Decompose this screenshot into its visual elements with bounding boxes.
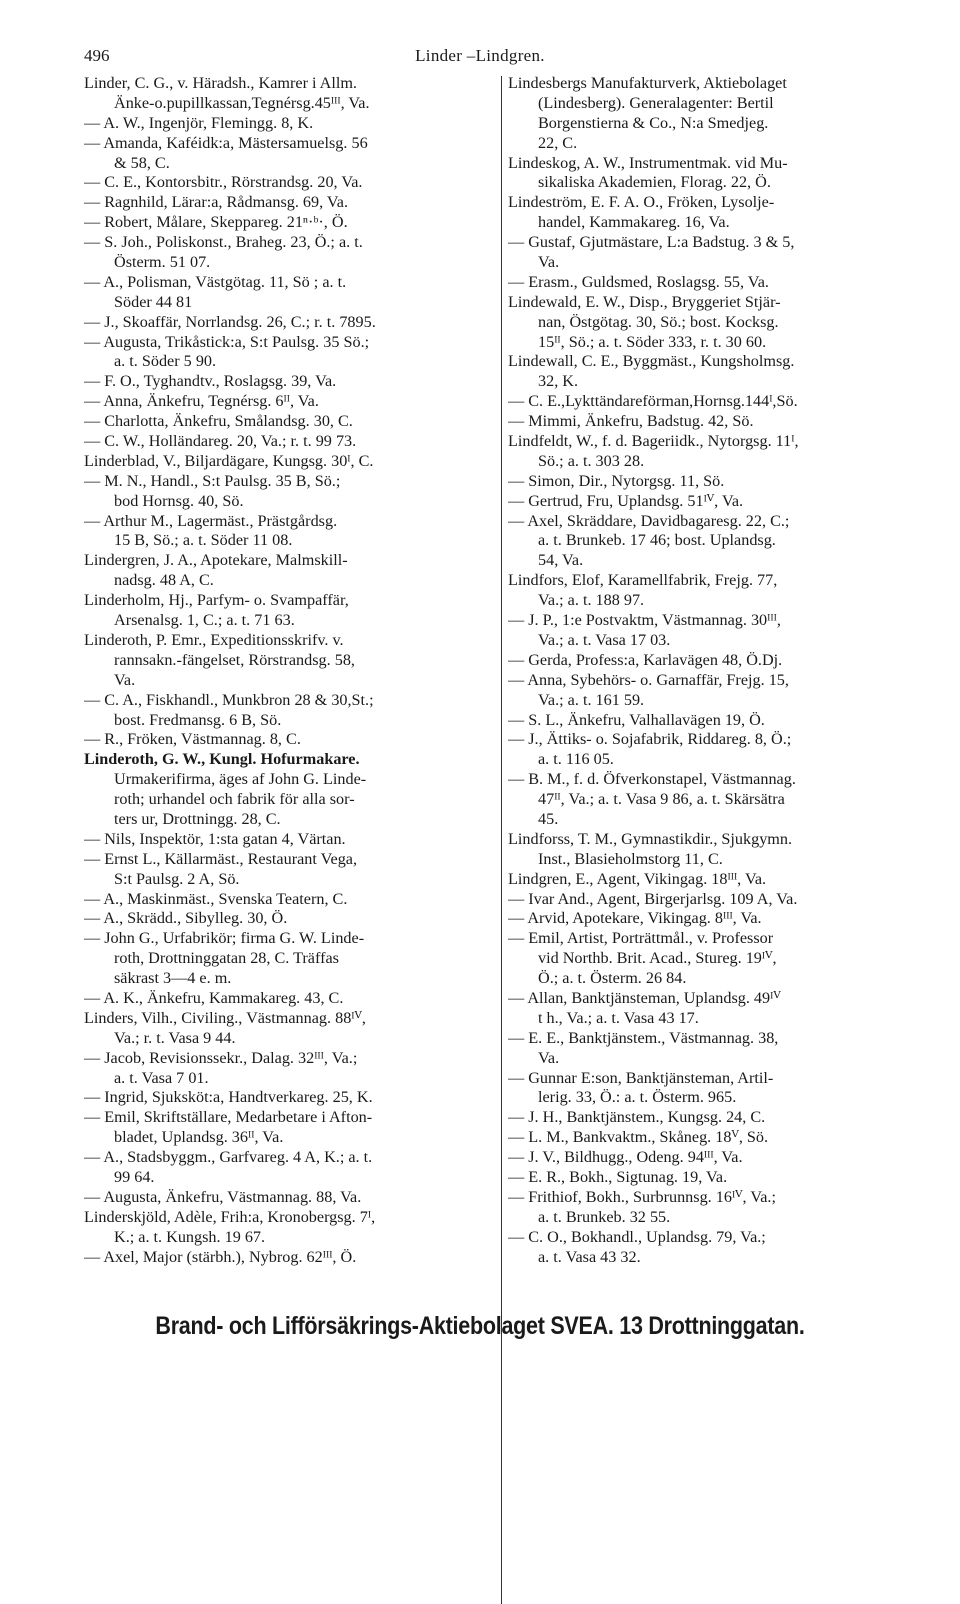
directory-line: — A., Maskinmäst., Svenska Teatern, C. bbox=[84, 889, 348, 908]
directory-line: a. t. Vasa 43 32. bbox=[538, 1247, 641, 1266]
directory-line: — Gerda, Profess:a, Karlavägen 48, Ö.Dj. bbox=[508, 650, 783, 669]
directory-line: Sö.; a. t. 303 28. bbox=[538, 451, 645, 470]
directory-line: Linders, Vilh., Civiling., Västmannag. 88ᴵⱽ, bbox=[84, 1008, 366, 1027]
directory-line: Linderoth, P. Emr., Expeditionsskrifv. v. bbox=[84, 630, 344, 649]
directory-line: Lindfors, Elof, Karamellfabrik, Frejg. 77, bbox=[508, 571, 778, 590]
directory-line: — J., Skoaffär, Norrlandsg. 26, C.; r. t. 7895. bbox=[84, 312, 376, 331]
directory-line: — E. R., Bokh., Sigtunag. 19, Va. bbox=[508, 1167, 728, 1186]
directory-line: Va.; a. t. 161 59. bbox=[538, 690, 645, 709]
directory-line: — A., Polisman, Västgötag. 11, Sö ; a. t. bbox=[84, 272, 347, 291]
directory-line: Söder 44 81 bbox=[114, 292, 193, 311]
directory-line: — Emil, Skriftställare, Medarbetare i Afton- bbox=[84, 1108, 373, 1127]
directory-line: — A. K., Änkefru, Kammakareg. 43, C. bbox=[84, 988, 344, 1007]
directory-line: rannsakn.-fängelset, Rörstrandsg. 58, bbox=[114, 650, 355, 669]
directory-line: Va. bbox=[114, 670, 136, 689]
directory-line: a. t. Brunkeb. 17 46; bost. Uplandsg. bbox=[538, 531, 776, 550]
directory-line: — John G., Urfabrikör; firma G. W. Linde- bbox=[84, 929, 365, 948]
directory-line: — C. O., Bokhandl., Uplandsg. 79, Va.; bbox=[508, 1227, 766, 1246]
directory-line: — J. V., Bildhugg., Odeng. 94ᴵᴵᴵ, Va. bbox=[508, 1148, 743, 1167]
directory-line: Va.; a. t. 188 97. bbox=[538, 591, 645, 610]
directory-line: — S. L., Änkefru, Valhallavägen 19, Ö. bbox=[508, 710, 765, 729]
directory-line: nadsg. 48 A, C. bbox=[114, 571, 214, 590]
directory-line: Linderskjöld, Adèle, Frih:a, Kronobergsg. 7ᴵ, bbox=[84, 1207, 376, 1226]
directory-line: — Axel, Skräddare, Davidbagaresg. 22, C.; bbox=[508, 511, 790, 530]
running-title: Linder –Lindgren. bbox=[415, 46, 545, 65]
directory-line: Lindeström, E. F. A. O., Fröken, Lysolje- bbox=[508, 193, 775, 212]
directory-line: Va.; r. t. Vasa 9 44. bbox=[114, 1028, 236, 1047]
directory-line: Lindewald, E. W., Disp., Bryggeriet Stjär- bbox=[508, 292, 781, 311]
directory-line: 54, Va. bbox=[538, 551, 584, 570]
directory-line: — Nils, Inspektör, 1:sta gatan 4, Värtan. bbox=[84, 829, 346, 848]
footer-advert: Brand- och Lifförsäkrings-Aktiebolaget SVEA. 13 Drottninggatan. bbox=[155, 1312, 805, 1340]
directory-line: — Arthur M., Lagermäst., Prästgårdsg. bbox=[84, 511, 338, 530]
directory-line: — Amanda, Kaféidk:a, Mästersamuelsg. 56 bbox=[84, 133, 368, 152]
directory-line: — Charlotta, Änkefru, Smålandsg. 30, C. bbox=[84, 412, 353, 431]
directory-line: — J. H., Banktjänstem., Kungsg. 24, C. bbox=[508, 1108, 766, 1127]
directory-line: — Jacob, Revisionssekr., Dalag. 32ᴵᴵᴵ, Va.; bbox=[84, 1048, 358, 1067]
directory-line: — S. Joh., Poliskonst., Braheg. 23, Ö.; a. t. bbox=[84, 233, 363, 252]
directory-line: — Anna, Änkefru, Tegnérsg. 6ᴵᴵ, Va. bbox=[84, 392, 319, 411]
directory-line: Lindergren, J. A., Apotekare, Malmskill- bbox=[84, 551, 348, 570]
directory-line: Va.; a. t. Vasa 17 03. bbox=[538, 630, 671, 649]
directory-line: Va. bbox=[538, 253, 560, 272]
directory-line: 15ᴵᴵ, Sö.; a. t. Söder 333, r. t. 30 60. bbox=[538, 332, 767, 351]
directory-line: Österm. 51 07. bbox=[114, 253, 211, 272]
directory-line: Lindfeldt, W., f. d. Bageriidk., Nytorgsg. 11ᴵ, bbox=[508, 432, 799, 451]
directory-line: — C. E., Kontorsbitr., Rörstrandsg. 20, Va. bbox=[84, 173, 363, 192]
directory-line: Lindgren, E., Agent, Vikingag. 18ᴵᴵᴵ, Va. bbox=[508, 869, 767, 888]
directory-line: K.; a. t. Kungsh. 19 67. bbox=[114, 1227, 266, 1246]
directory-line: a. t. Brunkeb. 32 55. bbox=[538, 1207, 671, 1226]
directory-line: sikaliska Akademien, Florag. 22, Ö. bbox=[538, 173, 771, 192]
directory-line: Änke-o.pupillkassan,Tegnérsg.45ᴵᴵᴵ, Va. bbox=[114, 93, 370, 112]
directory-line: 22, C. bbox=[538, 133, 578, 152]
directory-line: (Lindesberg). Generalagenter: Bertil bbox=[538, 93, 774, 112]
directory-line: Linderblad, V., Biljardägare, Kungsg. 30ᴵ, C. bbox=[84, 451, 374, 470]
directory-line: nan, Östgötag. 30, Sö.; bost. Kocksg. bbox=[538, 312, 779, 331]
directory-line: — C. E.,Lykttändareförman,Hornsg.144ᴵ,Sö. bbox=[508, 392, 798, 411]
directory-line: — J. P., 1:e Postvaktm, Västmannag. 30ᴵᴵᴵ, bbox=[508, 611, 781, 630]
directory-line: Lindeskog, A. W., Instrumentmak. vid Mu- bbox=[508, 153, 788, 172]
directory-line: — A. W., Ingenjör, Flemingg. 8, K. bbox=[84, 113, 314, 132]
directory-line: bladet, Uplandsg. 36ᴵᴵ, Va. bbox=[114, 1128, 284, 1147]
directory-line: — J., Ättiks- o. Sojafabrik, Riddareg. 8, Ö.; bbox=[508, 730, 792, 749]
directory-line: — Ivar And., Agent, Birgerjarlsg. 109 A, Va. bbox=[508, 889, 798, 908]
directory-line: — Gunnar E:son, Banktjänsteman, Artil- bbox=[508, 1068, 774, 1087]
directory-line: — E. E., Banktjänstem., Västmannag. 38, bbox=[508, 1028, 779, 1047]
directory-line: — B. M., f. d. Öfverkonstapel, Västmannag. bbox=[508, 770, 796, 789]
directory-line: 45. bbox=[538, 809, 559, 828]
directory-line: 99 64. bbox=[114, 1167, 155, 1186]
directory-line: Lindforss, T. M., Gymnastikdir., Sjukgymn. bbox=[508, 829, 793, 848]
directory-line: Va. bbox=[538, 1048, 560, 1067]
directory-line: — Frithiof, Bokh., Surbrunnsg. 16ᴵⱽ, Va.; bbox=[508, 1187, 776, 1206]
directory-line: — Allan, Banktjänsteman, Uplandsg. 49ᴵⱽ bbox=[508, 988, 781, 1007]
directory-line: roth, Drottninggatan 28, C. Träffas bbox=[114, 949, 339, 968]
directory-line: Linder, C. G., v. Häradsh., Kamrer i Allm. bbox=[84, 74, 357, 92]
directory-line: t h., Va.; a. t. Vasa 43 17. bbox=[538, 1008, 699, 1027]
directory-line: — Augusta, Trikåstick:a, S:t Paulsg. 35 Sö.; bbox=[84, 332, 370, 351]
directory-line: Linderholm, Hj., Parfym- o. Svampaffär, bbox=[84, 591, 349, 610]
directory-line: 47ᴵᴵ, Va.; a. t. Vasa 9 86, a. t. Skärsätra bbox=[538, 790, 785, 809]
directory-line: roth; urhandel och fabrik för alla sor- bbox=[114, 790, 355, 809]
directory-line: a. t. Vasa 7 01. bbox=[114, 1068, 209, 1087]
directory-line: — Ragnhild, Lärar:a, Rådmansg. 69, Va. bbox=[84, 193, 349, 212]
directory-line: — A., Stadsbyggm., Garfvareg. 4 A, K.; a. t. bbox=[84, 1148, 373, 1167]
directory-line: a. t. 116 05. bbox=[538, 750, 614, 769]
column-divider bbox=[501, 76, 502, 1604]
directory-line: — Arvid, Apotekare, Vikingag. 8ᴵᴵᴵ, Va. bbox=[508, 909, 762, 928]
directory-line: a. t. Söder 5 90. bbox=[114, 352, 217, 371]
directory-line: Linderoth, G. W., Kungl. Hofurmakare. bbox=[84, 750, 360, 769]
directory-line: Urmakerifirma, äges af John G. Linde- bbox=[114, 770, 367, 789]
directory-line: — Ernst L., Källarmäst., Restaurant Vega, bbox=[84, 849, 358, 868]
directory-line: — A., Skrädd., Sibylleg. 30, Ö. bbox=[84, 909, 288, 928]
left-column bbox=[84, 74, 498, 1267]
directory-line: — Gertrud, Fru, Uplandsg. 51ᴵⱽ, Va. bbox=[508, 491, 744, 510]
directory-line: S:t Paulsg. 2 A, Sö. bbox=[114, 869, 240, 888]
directory-line: — Emil, Artist, Porträttmål., v. Professor bbox=[508, 929, 774, 948]
directory-line: — Mimmi, Änkefru, Badstug. 42, Sö. bbox=[508, 412, 754, 431]
page-number: 496 bbox=[84, 46, 110, 65]
directory-line: — Anna, Sybehörs- o. Garnaffär, Frejg. 15, bbox=[508, 670, 789, 689]
directory-line: — Robert, Målare, Skeppareg. 21ⁿ·ᵇ·, Ö. bbox=[84, 213, 348, 232]
directory-line: Arsenalsg. 1, C.; a. t. 71 63. bbox=[114, 611, 295, 630]
directory-line: & 58, C. bbox=[114, 153, 170, 172]
directory-line: — F. O., Tyghandtv., Roslagsg. 39, Va. bbox=[84, 372, 337, 391]
directory-line: 32, K. bbox=[538, 372, 579, 391]
directory-line: handel, Kammakareg. 16, Va. bbox=[538, 213, 730, 232]
directory-line: Borgenstierna & Co., N:a Smedjeg. bbox=[538, 113, 769, 132]
directory-line: — L. M., Bankvaktm., Skåneg. 18ⱽ, Sö. bbox=[508, 1128, 769, 1147]
directory-line: Inst., Blasieholmstorg 11, C. bbox=[538, 849, 723, 868]
directory-line: — C. W., Holländareg. 20, Va.; r. t. 99 73. bbox=[84, 432, 357, 451]
right-column bbox=[508, 74, 916, 1267]
directory-line: — Gustaf, Gjutmästare, L:a Badstug. 3 & 5, bbox=[508, 233, 795, 252]
directory-line: bost. Fredmansg. 6 B, Sö. bbox=[114, 710, 282, 729]
directory-line: bod Hornsg. 40, Sö. bbox=[114, 491, 244, 510]
directory-line: säkrast 3—4 e. m. bbox=[114, 969, 232, 988]
directory-line: vid Northb. Brit. Acad., Stureg. 19ᴵⱽ, bbox=[538, 949, 777, 968]
directory-line: — R., Fröken, Västmannag. 8, C. bbox=[84, 730, 301, 749]
directory-line: — Axel, Major (stärbh.), Nybrog. 62ᴵᴵᴵ, Ö. bbox=[84, 1247, 357, 1266]
directory-line: — Augusta, Änkefru, Västmannag. 88, Va. bbox=[84, 1187, 362, 1206]
directory-line: — Simon, Dir., Nytorgsg. 11, Sö. bbox=[508, 471, 725, 490]
directory-line: ters ur, Drottningg. 28, C. bbox=[114, 809, 281, 828]
directory-line: — Erasm., Guldsmed, Roslagsg. 55, Va. bbox=[508, 272, 769, 291]
directory-line: Lindewall, C. E., Byggmäst., Kungsholmsg. bbox=[508, 352, 795, 371]
directory-line: — C. A., Fiskhandl., Munkbron 28 & 30,St.; bbox=[84, 690, 374, 709]
directory-line: 15 B, Sö.; a. t. Söder 11 08. bbox=[114, 531, 293, 550]
directory-line: Lindesbergs Manufakturverk, Aktiebolaget bbox=[508, 74, 787, 92]
directory-line: lerig. 33, Ö.: a. t. Österm. 965. bbox=[538, 1088, 737, 1107]
directory-line: — Ingrid, Sjuksköt:a, Handtverkareg. 25, K. bbox=[84, 1088, 373, 1107]
directory-line: — M. N., Handl., S:t Paulsg. 35 B, Sö.; bbox=[84, 471, 341, 490]
directory-line: Ö.; a. t. Österm. 26 84. bbox=[538, 969, 687, 988]
